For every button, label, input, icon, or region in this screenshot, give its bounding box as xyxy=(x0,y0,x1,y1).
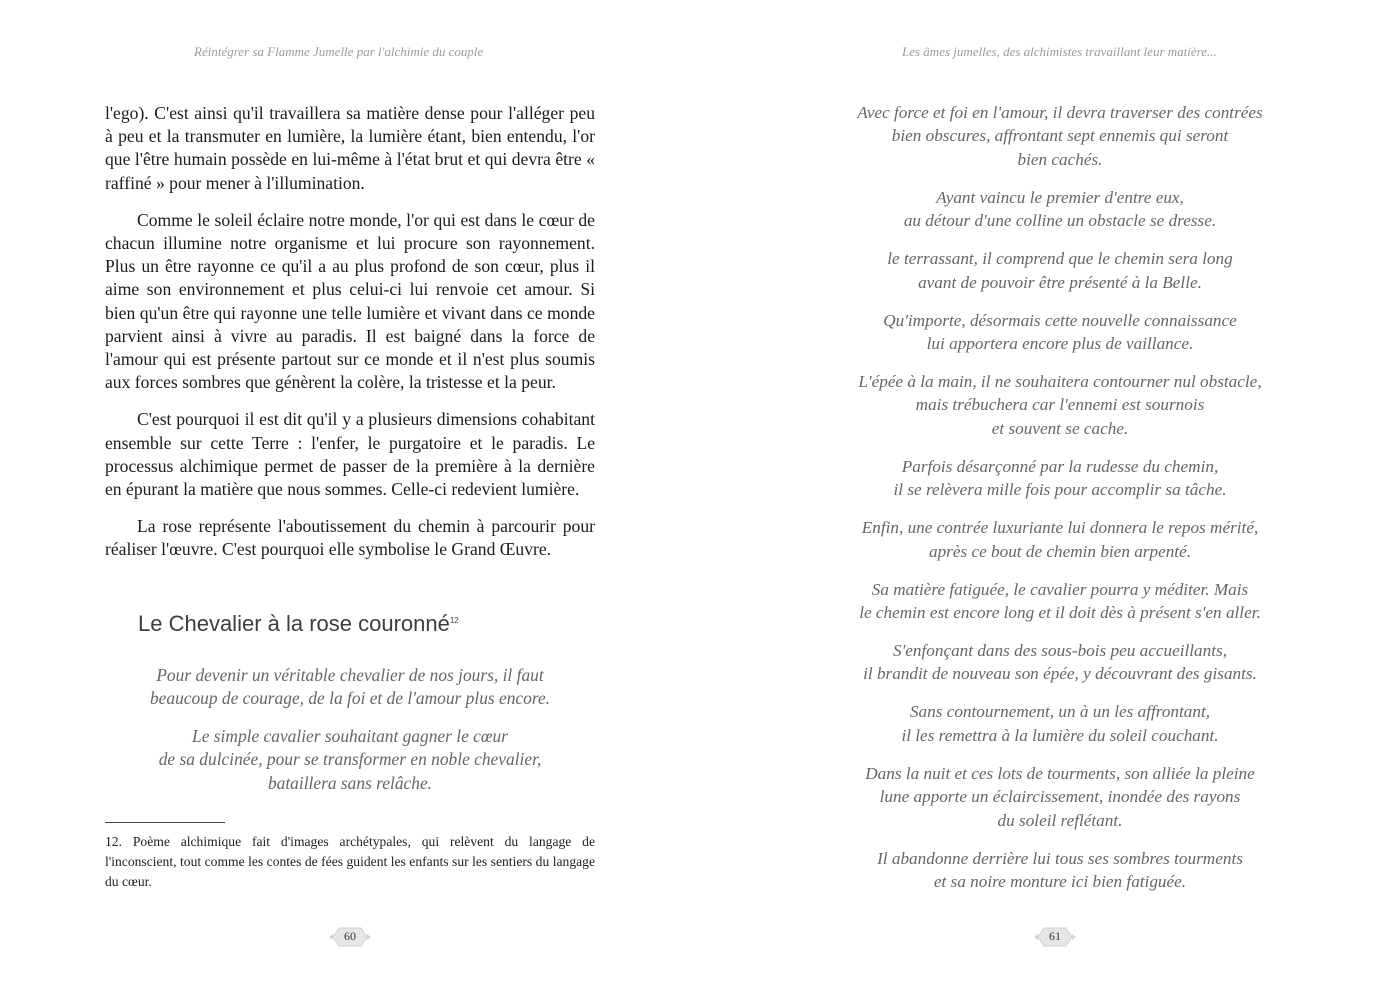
poem-stanza xyxy=(795,578,1325,625)
footnote-divider xyxy=(105,822,225,823)
section-title xyxy=(138,611,459,637)
page-number: 61 xyxy=(1049,929,1061,943)
poem-line: beaucoup de courage, de la foi et de l'amour plus encore. xyxy=(149,688,551,709)
poem-line: il se relèvera mille fois pour accomplir sa tâche. xyxy=(893,480,1227,500)
right-poem xyxy=(795,101,1325,908)
page-number-badge xyxy=(333,926,367,948)
poem-line: Enfin, une contrée luxuriante lui donnera le repos mérité, xyxy=(861,518,1259,538)
poem-line: il brandit de nouveau son épée, y découvrant des gisants. xyxy=(863,664,1257,684)
poem-line: il les remettra à la lumière du soleil couchant. xyxy=(901,725,1219,745)
poem-line: S'enfonçant dans des sous-bois peu accueillants, xyxy=(892,641,1227,661)
poem-line: le chemin est encore long et il doit dès à présent s'en aller. xyxy=(859,603,1261,623)
poem-stanza xyxy=(795,101,1325,171)
poem-line: bien obscures, affrontant sept ennemis qui seront xyxy=(891,126,1229,146)
poem-line: Pour devenir un véritable chevalier de nos jours, il faut xyxy=(156,665,544,685)
poem-stanza xyxy=(795,516,1325,563)
poem-stanza xyxy=(795,370,1325,440)
poem-stanza xyxy=(105,664,595,711)
poem-line: Parfois désarçonné par la rudesse du chemin, xyxy=(901,456,1219,476)
poem-line: Dans la nuit et ces lots de tourments, son alliée la pleine xyxy=(865,763,1255,783)
poem-line: lui apportera encore plus de vaillance. xyxy=(926,334,1194,354)
poem-stanza xyxy=(795,700,1325,747)
footnote: 12. Poème alchimique fait d'images archétypales, qui relèvent du langage de l'inconscient, tout comme les contes de fées guident les enfants sur les sentiers du langage du cœur. xyxy=(105,834,595,889)
poem-line: du soleil reflétant. xyxy=(997,810,1123,830)
poem-stanza xyxy=(105,725,595,795)
paragraph: l'ego). C'est ainsi qu'il travaillera sa matière dense pour l'alléger peu à peu et la transmuter en lumière, la lumière étant, bien entendu, l'or que l'être humain possède en lui-même à l'état brut et qui devra être « raffiné » pour mener à l'illumination. xyxy=(105,103,595,193)
poem-line: bien cachés. xyxy=(1017,149,1103,169)
poem-line: après ce bout de chemin bien arpenté. xyxy=(928,541,1192,561)
poem-line: Le simple cavalier souhaitant gagner le cœur xyxy=(192,725,508,746)
poem-stanza xyxy=(795,762,1325,832)
poem-line: avant de pouvoir être présenté à la Belle. xyxy=(918,272,1202,292)
left-body-text xyxy=(105,102,595,576)
poem-line: Avec force et foi en l'amour, il devra traverser des contrées xyxy=(857,103,1263,122)
poem-line: bataillera sans relâche. xyxy=(267,772,433,793)
poem-line: Sa matière fatiguée, le cavalier pourra y méditer. Mais xyxy=(871,579,1249,599)
poem-line: Sans contournement, un à un les affrontant, xyxy=(909,702,1211,722)
poem-line: et sa noire monture ici bien fatiguée. xyxy=(933,872,1187,892)
page-number-badge xyxy=(1038,926,1072,948)
right-running-head: Les âmes jumelles, des alchimistes travaillant leur matière... xyxy=(902,44,1217,59)
poem-stanza xyxy=(795,309,1325,356)
left-running-head: Réintégrer sa Flamme Jumelle par l'alchimie du couple xyxy=(194,44,484,59)
poem-line: Ayant vaincu le premier d'entre eux, xyxy=(936,187,1184,207)
poem-line: L'épée à la main, il ne souhaitera contourner nul obstacle, xyxy=(858,372,1262,392)
poem-line: au détour d'une colline un obstacle se dresse. xyxy=(903,211,1217,231)
poem-stanza xyxy=(795,455,1325,502)
left-poem xyxy=(105,664,595,809)
paragraph: Comme le soleil éclaire notre monde, l'or qui est dans le cœur de chacun illumine notre organisme et lui procure son rayonnement. Plus un être rayonne ce qu'il a au plus profond de son cœur, plus il aime son environnement et plus celui-ci lui renvoie cet amour. Si bien qu'un être qui rayonne une telle lumière et vivant dans ce monde parvient ainsi à vivre au paradis. Il est baigné dans la force de l'amour qui est présente partout sur ce monde et il n'est plus soumis aux forces sombres que génèrent la colère, la tristesse et la peur. xyxy=(105,209,595,393)
right-page xyxy=(700,0,1400,990)
poem-stanza xyxy=(795,247,1325,294)
poem-line: et souvent se cache. xyxy=(991,418,1129,438)
paragraph: C'est pourquoi il est dit qu'il y a plusieurs dimensions cohabitant ensemble sur cette Terre : l'enfer, le purgatoire et le paradis. Le processus alchimique permet de passer de la première à la dernière en épurant la matière que nous sommes. Celle-ci redevient lumière. xyxy=(105,409,595,500)
poem-stanza xyxy=(795,186,1325,233)
poem-stanza xyxy=(795,639,1325,686)
poem-stanza xyxy=(795,847,1325,894)
poem-line: de sa dulcinée, pour se transformer en noble chevalier, xyxy=(158,749,542,770)
poem-line: lune apporte un éclaircissement, inondée des rayons xyxy=(879,787,1241,807)
poem-line: mais trébuchera car l'ennemi est sournois xyxy=(915,395,1205,415)
paragraph: La rose représente l'aboutissement du chemin à parcourir pour réaliser l'œuvre. C'est pourquoi elle symbolise le Grand Œuvre. xyxy=(105,516,595,560)
poem-line: le terrassant, il comprend que le chemin sera long xyxy=(887,249,1233,269)
footnote-ref[interactable]: 12 xyxy=(449,616,459,625)
page-number: 60 xyxy=(344,929,356,943)
section-title-text: Le Chevalier à la rose couronné xyxy=(138,611,450,636)
poem-line: Qu'importe, désormais cette nouvelle connaissance xyxy=(883,310,1237,330)
poem-line: Il abandonne derrière lui tous ses sombres tourments xyxy=(877,848,1243,868)
